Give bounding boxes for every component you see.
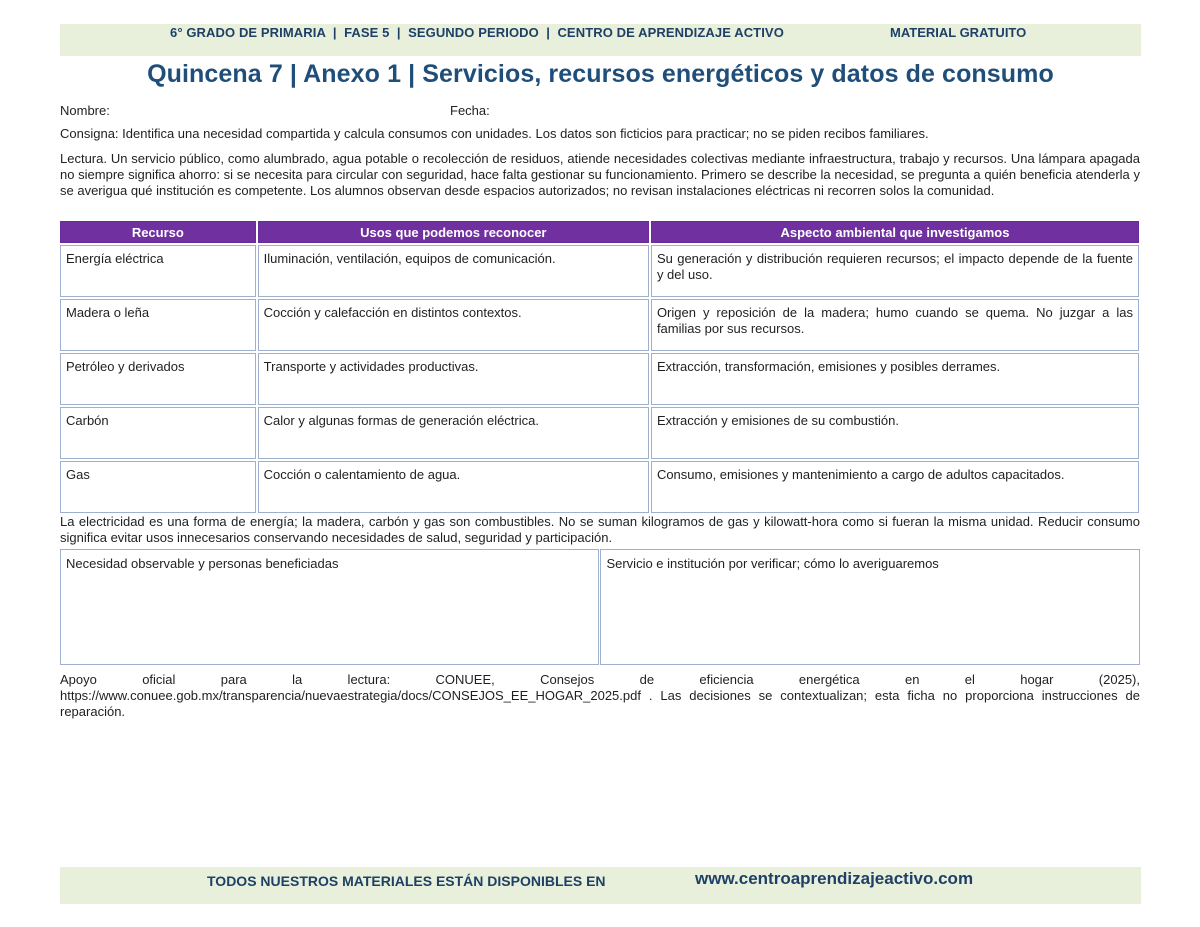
header-band (60, 24, 1141, 56)
resource-cell: Petróleo y derivados (60, 353, 256, 405)
need-response-box[interactable]: Necesidad observable y personas beneficiadas (60, 549, 599, 665)
resource-cell: Energía eléctrica (60, 245, 256, 297)
table-row (60, 407, 1139, 459)
footer-text: TODOS NUESTROS MATERIALES ESTÁN DISPONIBLES EN (207, 873, 606, 889)
table-row (60, 299, 1139, 351)
header-environmental: Aspecto ambiental que investigamos (651, 221, 1139, 243)
uses-cell: Cocción y calefacción en distintos contextos. (258, 299, 649, 351)
environmental-cell: Consumo, emisiones y mantenimiento a cargo de adultos capacitados. (651, 461, 1139, 513)
table-row (60, 461, 1139, 513)
source-reference: Apoyo oficial para la lectura: CONUEE, Consejos de eficiencia energética en el hogar (2025), https://www.conuee.gob.mx/transparencia/nuevaestrategia/docs/CONSEJOS_EE_HOGAR_2025.pdf . Las decisiones se contextualizan; esta ficha no proporciona instrucciones de reparación. (60, 672, 1140, 719)
footer-band (60, 867, 1141, 904)
page-title: Quincena 7 | Anexo 1 | Servicios, recursos energéticos y datos de consumo (147, 60, 1054, 88)
grade-phase-meta: 6° GRADO DE PRIMARIA | FASE 5 | SEGUNDO PERIODO | CENTRO DE APRENDIZAJE ACTIVO (170, 25, 784, 40)
header-uses: Usos que podemos reconocer (258, 221, 649, 243)
environmental-cell: Extracción y emisiones de su combustión. (651, 407, 1139, 459)
environmental-cell: Origen y reposición de la madera; humo cuando se quema. No juzgar a las familias por sus recursos. (651, 299, 1139, 351)
environmental-cell: Su generación y distribución requieren recursos; el impacto depende de la fuente y del uso. (651, 245, 1139, 297)
service-response-box[interactable]: Servicio e institución por verificar; cómo lo averiguaremos (600, 549, 1140, 665)
header-resource: Recurso (60, 221, 256, 243)
uses-cell: Transporte y actividades productivas. (258, 353, 649, 405)
uses-cell: Iluminación, ventilación, equipos de comunicación. (258, 245, 649, 297)
table-header-row (60, 221, 1139, 243)
energy-note: La electricidad es una forma de energía; la madera, carbón y gas son combustibles. No se suman kilogramos de gas y kilowatt-hora como si fueran la misma unidad. Reducir consumo significa evitar usos innecesarios conservando necesidades de salud, seguridad y participación. (60, 514, 1140, 545)
reading-text: Lectura. Un servicio público, como alumbrado, agua potable o recolección de residuos, atiende necesidades colectivas mediante infraestructura, trabajo y recursos. Una lámpara apagada no siempre significa ahorro: si se necesita para circular con seguridad, hace falta gestionar su funcionamiento. Primero se describe la necesidad, se pregunta a quién beneficia atenderla y se averigua qué institución es competente. Los alumnos observan desde espacios autorizados; no revisan instalaciones eléctricas ni recorren solos la comunidad. (60, 151, 1140, 198)
response-boxes (59, 548, 1141, 666)
name-label: Nombre: (60, 103, 110, 118)
date-label: Fecha: (450, 103, 490, 118)
resource-cell: Gas (60, 461, 256, 513)
environmental-cell: Extracción, transformación, emisiones y posibles derrames. (651, 353, 1139, 405)
uses-cell: Cocción o calentamiento de agua. (258, 461, 649, 513)
resource-cell: Carbón (60, 407, 256, 459)
website-link[interactable]: www.centroaprendizajeactivo.com (695, 869, 974, 888)
instruction-text: Consigna: Identifica una necesidad compartida y calcula consumos con unidades. Los datos son ficticios para practicar; no se piden recibos familiares. (60, 126, 929, 141)
resources-table (58, 219, 1141, 515)
uses-cell: Calor y algunas formas de generación eléctrica. (258, 407, 649, 459)
table-row (60, 353, 1139, 405)
resource-cell: Madera o leña (60, 299, 256, 351)
free-material-label: MATERIAL GRATUITO (890, 25, 1027, 40)
table-row (60, 245, 1139, 297)
